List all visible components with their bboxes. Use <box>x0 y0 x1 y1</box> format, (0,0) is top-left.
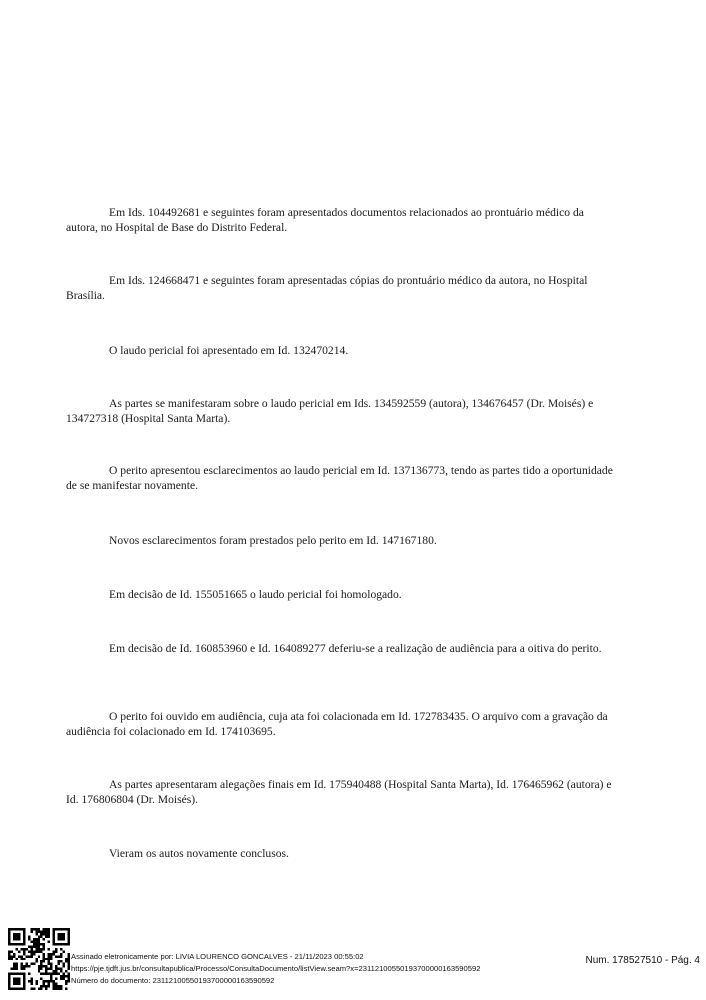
paragraph-10: As partes apresentaram alegações finais em Id. 175940488 (Hospital Santa Marta), Id. 176465962 (autora) e Id. 176806804 (Dr. Moisés). <box>66 778 612 806</box>
paragraph-11: Vieram os autos novamente conclusos. <box>109 847 289 860</box>
paragraph-8: Em decisão de Id. 160853960 e Id. 164089277 deferiu-se a realização de audiência para a oitiva do perito. <box>109 642 602 655</box>
document-url[interactable]: https://pje.tjdft.jus.br/consultapublica/Processo/ConsultaDocumento/listView.seam?x=23112100550193700000163590592 <box>71 964 481 973</box>
signature-footer <box>0 924 706 1000</box>
paragraph-9: O perito foi ouvido em audiência, cuja ata foi colacionada em Id. 172783435. O arquivo com a gravação da audiência foi colacionado em Id. 174103695. <box>66 710 608 738</box>
paragraph-2: Em Ids. 124668471 e seguintes foram apresentadas cópias do prontuário médico da autora, no Hospital Brasília. <box>66 274 588 302</box>
paragraph-3: O laudo pericial foi apresentado em Id. 132470214. <box>109 344 349 357</box>
document-number: Número do documento: 23112100550193700000163590592 <box>71 976 275 985</box>
page-number-label: Num. 178527510 - Pág. 4 <box>585 955 700 966</box>
paragraph-7: Em decisão de Id. 155051665 o laudo pericial foi homologado. <box>109 588 402 601</box>
signature-line: Assinado eletronicamente por: LIVIA LOURENCO GONCALVES - 21/11/2023 00:55:02 <box>71 952 364 961</box>
paragraph-6: Novos esclarecimentos foram prestados pelo perito em Id. 147167180. <box>109 534 437 547</box>
paragraph-4: As partes se manifestaram sobre o laudo pericial em Ids. 134592559 (autora), 134676457 (Dr. Moisés) e 134727318 (Hospital Santa Marta). <box>66 397 594 425</box>
qr-code-icon[interactable] <box>8 928 70 990</box>
paragraph-5: O perito apresentou esclarecimentos ao laudo pericial em Id. 137136773, tendo as partes tido a oportunidade de se manifestar novamente. <box>66 464 613 492</box>
paragraph-1: Em Ids. 104492681 e seguintes foram apresentados documentos relacionados ao prontuário médico da autora, no Hospital de Base do Distrito Federal. <box>66 206 584 234</box>
